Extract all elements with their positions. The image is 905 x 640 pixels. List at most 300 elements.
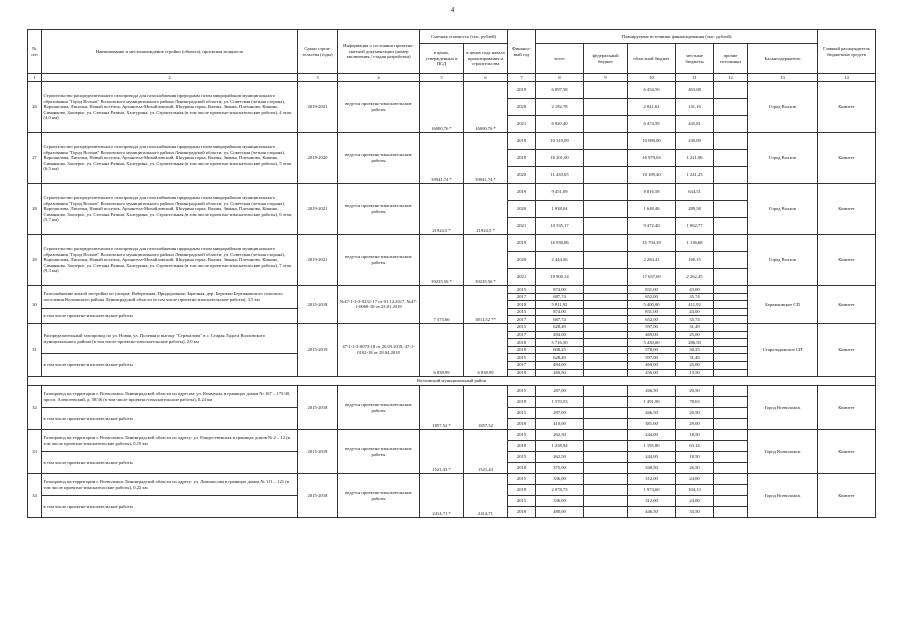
- header-name: Наименование и местонахождение стройки (объекта), проектная мощность: [42, 30, 298, 74]
- col-number: 7: [508, 74, 536, 82]
- total-cell: 19 900,14: [536, 269, 584, 286]
- object-name: Газопровод на территории г. Всеволожск Ленинградской области по адресу: ул. Ломоносова в границах домов № 111 – 121 (в том числе проектно-изыскательские работы), 0,22 км: [42, 474, 298, 496]
- other-cell: [714, 252, 748, 269]
- fed-cell: [584, 301, 628, 309]
- table-row: [28, 286, 876, 294]
- header-other: прочие источники: [714, 44, 748, 74]
- reg-cell: 652,00: [628, 316, 676, 324]
- other-cell: [714, 430, 748, 441]
- object-name: Газопровод на территории г. Всеволожск Ленинградской области по адресу: ул. Рождественская в границах домов № 2 – 12 (в том числе проектно-изыскательские работы), 0,19 км: [42, 430, 298, 452]
- reg-cell: 266,50: [628, 386, 676, 397]
- local-cell: 35,74: [676, 293, 714, 301]
- row-number: 33: [28, 430, 42, 474]
- fed-cell: [584, 331, 628, 339]
- header-num: № п/п: [28, 30, 42, 74]
- col-number: 14: [818, 74, 876, 82]
- local-cell: 634,51: [676, 184, 714, 201]
- year-cell: 2019: [508, 184, 536, 201]
- other-cell: [714, 507, 748, 518]
- year-cell: 2020: [508, 167, 536, 184]
- header-reg: областной бюджет: [628, 44, 676, 74]
- budget-manager: Комитет: [818, 474, 876, 518]
- header-doc: Информация о состоянии проектно-сметной документации (номер заключения / стадия разработки): [338, 30, 420, 74]
- year-cell: 2015: [508, 474, 536, 485]
- col-number: 1: [28, 74, 42, 82]
- table-row: [28, 82, 876, 99]
- fed-cell: [584, 339, 628, 347]
- fed-cell: [584, 408, 628, 419]
- fed-cell: [584, 184, 628, 201]
- fed-cell: [584, 369, 628, 377]
- col-number: 3: [298, 74, 338, 82]
- cost-current: 16000,76 *: [464, 82, 508, 133]
- year-cell: 2021: [508, 269, 536, 286]
- other-cell: [714, 331, 748, 339]
- header-term: Сроки строи-тельства (годы): [298, 30, 338, 74]
- total-cell: 2 078,73: [536, 485, 584, 496]
- construction-term: 2019-2021: [298, 184, 338, 235]
- table-row: [28, 386, 876, 397]
- total-cell: 9 451,09: [536, 184, 584, 201]
- total-cell: 2 444,56: [536, 252, 584, 269]
- row-number: 26: [28, 82, 42, 133]
- row-number: 29: [28, 235, 42, 286]
- other-cell: [714, 452, 748, 463]
- local-cell: 31,49: [676, 354, 714, 362]
- local-cell: 33,50: [676, 507, 714, 518]
- object-name: Газопровод на территории г. Всеволожск Ленинградской области по адресам: ул. Коммуны, в границах домов № 167 – 175/40, просп. Алексеевский, д. 38/36 (в том числе проектно-изыскательские работы), 0,24 км: [42, 386, 298, 408]
- object-subname: в том числе проектно-изыскательские работы: [42, 354, 298, 377]
- design-status: ведутся проектно-изыскательские работы: [338, 474, 420, 518]
- local-cell: 13,50: [676, 369, 714, 377]
- section-title: Волховский муниципальный район: [28, 377, 876, 386]
- other-cell: [714, 463, 748, 474]
- total-cell: 336,00: [536, 474, 584, 485]
- cost-base: 21924,5 *: [420, 184, 464, 235]
- other-cell: [714, 474, 748, 485]
- other-cell: [714, 397, 748, 408]
- header-cost-base: в ценах, утвержденных в ПСД: [420, 44, 464, 74]
- budget-manager: Комитет: [818, 133, 876, 184]
- local-cell: 29,00: [676, 419, 714, 430]
- other-cell: [714, 441, 748, 452]
- design-status: №47-1-1-3-0231-17 от 01.12.2017, №47-1-0068-18 от 23.01.2018: [338, 286, 420, 324]
- reg-cell: 831,00: [628, 286, 676, 294]
- total-cell: 1 938,04: [536, 201, 584, 218]
- reg-cell: 10 080,00: [628, 133, 676, 150]
- total-cell: 5 811,92: [536, 301, 584, 309]
- other-cell: [714, 339, 748, 347]
- header-funding: Планируемые источники финансирования (тыс. рублей): [536, 30, 818, 44]
- local-cell: 30,25: [676, 346, 714, 354]
- col-number: 12: [714, 74, 748, 82]
- local-cell: 1 221,96: [676, 150, 714, 167]
- local-cell: 286,50: [676, 339, 714, 347]
- reg-cell: 1 195,80: [628, 441, 676, 452]
- year-cell: 2018: [508, 133, 536, 150]
- local-cell: 31,49: [676, 323, 714, 331]
- cost-current: 6 838,99: [464, 323, 508, 376]
- balance-holder: Город Волхов: [748, 184, 818, 235]
- fed-cell: [584, 397, 628, 408]
- other-cell: [714, 301, 748, 309]
- reg-cell: 5 400,00: [628, 301, 676, 309]
- year-cell: 2018: [508, 301, 536, 309]
- row-number: 27: [28, 133, 42, 184]
- fed-cell: [584, 354, 628, 362]
- total-cell: 494,00: [536, 331, 584, 339]
- reg-cell: 2 284,41: [628, 252, 676, 269]
- other-cell: [714, 408, 748, 419]
- total-cell: 336,00: [536, 496, 584, 507]
- object-subname: в том числе проектно-изыскательские работы: [42, 408, 298, 430]
- construction-term: 2015-2018: [298, 386, 338, 430]
- col-number: 6: [464, 74, 508, 82]
- year-cell: 2020: [508, 201, 536, 218]
- object-subname: в том числе проектно-изыскательские работы: [42, 496, 298, 518]
- header-cost-current: в ценах года начала проектирования и строительства: [464, 44, 508, 74]
- cost-current: 1521,43: [464, 430, 508, 474]
- balance-holder: Староладожское СП: [748, 323, 818, 376]
- other-cell: [714, 82, 748, 99]
- balance-holder: Город Всеволожск: [748, 386, 818, 430]
- year-cell: 2015: [508, 430, 536, 441]
- cost-base: 1857,52 *: [420, 386, 464, 430]
- object-name: Газоснабжение жилой застройки по улицам: Набережная, Придорожная, Заречная, дер. Бережки Бережковского сельского поселения Волховского района Ленинградской области (в том числе проектно-изыскательские работы), 3,5 км: [42, 286, 298, 309]
- budget-manager: Комитет: [818, 82, 876, 133]
- local-cell: 463,08: [676, 82, 714, 99]
- reg-cell: 1 648,46: [628, 201, 676, 218]
- reg-cell: 16 979,04: [628, 150, 676, 167]
- local-cell: 230,09: [676, 133, 714, 150]
- local-cell: 18,50: [676, 452, 714, 463]
- object-name: Распределительный газопровод по ул. Новая, ул. Полевая и выгону "Стрекалова" в с. Старая Ладога Волховского муниципального района (в том числе проектно-изыскательские работы), 2,0 км: [42, 323, 298, 353]
- reg-cell: 652,00: [628, 293, 676, 301]
- header-year: Финансо-вый год: [508, 30, 536, 74]
- fed-cell: [584, 167, 628, 184]
- total-cell: 262,50: [536, 452, 584, 463]
- object-name: Строительство распределительного газопровода для газоснабжения природным газом микрорайонов муниципального образования "Город Волхов" Волховского муниципального района Ленинградской области: ул. Советская (четная сторона), Ворошилова, Лисичья, Новый поселок, Архангела-Михайловский, Шкурина горка, Валмы, Званка, Плеханово, Кикино, Симанково, Заозерье, ул. Степана Разина, Халтурина, ул. Строительная (в том числе проектно-изыскательские работы), 4 этап (4,0 км): [42, 82, 298, 133]
- total-cell: 494,00: [536, 361, 584, 369]
- reg-cell: 469,00: [628, 331, 676, 339]
- other-cell: [714, 167, 748, 184]
- fed-cell: [584, 269, 628, 286]
- reg-cell: 6 474,59: [628, 116, 676, 133]
- fed-cell: [584, 452, 628, 463]
- local-cell: 141,16: [676, 99, 714, 116]
- local-cell: 78,63: [676, 397, 714, 408]
- balance-holder: Бережковское СП: [748, 286, 818, 324]
- page-number: 4: [450, 6, 455, 14]
- total-cell: 874,00: [536, 286, 584, 294]
- year-cell: 2020: [508, 99, 536, 116]
- row-number: 34: [28, 474, 42, 518]
- other-cell: [714, 201, 748, 218]
- design-status: ведутся проектно-изыскательские работы: [338, 386, 420, 430]
- other-cell: [714, 286, 748, 294]
- local-cell: 24,00: [676, 474, 714, 485]
- other-cell: [714, 293, 748, 301]
- cost-current: 39235,56 *: [464, 235, 508, 286]
- fed-cell: [584, 485, 628, 496]
- year-cell: 2019: [508, 82, 536, 99]
- local-cell: 25,00: [676, 331, 714, 339]
- reg-cell: 348,50: [628, 463, 676, 474]
- reg-cell: 446,50: [628, 507, 676, 518]
- design-status: ведутся проектно-изыскательские работы: [338, 235, 420, 286]
- local-cell: 43,00: [676, 308, 714, 316]
- local-cell: 35,74: [676, 316, 714, 324]
- local-cell: 1 062,77: [676, 218, 714, 235]
- fed-cell: [584, 463, 628, 474]
- header-cost: Сметная стоимость (тыс. рублей): [420, 30, 508, 44]
- reg-cell: 9 472,40: [628, 218, 676, 235]
- other-cell: [714, 99, 748, 116]
- balance-holder: Город Волхов: [748, 82, 818, 133]
- local-cell: 43,00: [676, 286, 714, 294]
- col-number: 10: [628, 74, 676, 82]
- fed-cell: [584, 386, 628, 397]
- local-cell: 289,58: [676, 201, 714, 218]
- local-cell: 160,15: [676, 252, 714, 269]
- cost-current: 1857,52: [464, 386, 508, 430]
- local-cell: 1 241,25: [676, 167, 714, 184]
- fed-cell: [584, 116, 628, 133]
- row-number: 32: [28, 386, 42, 430]
- local-cell: 26,50: [676, 463, 714, 474]
- fed-cell: [584, 133, 628, 150]
- object-name: Строительство распределительного газопровода для газоснабжения природным газом микрорайонов муниципального образования "Город Волхов" Волховского муниципального района Ленинградской области: ул. Советская (четная сторона), Ворошилова, Лисичья, Новый поселок, Архангела-Михайловский, Шкурина горка, Валмы, Званка, Плеханово, Кикино, Симанково, Заозерье, ул. Степана Разина, Халтурина, ул. Строительная (в том числе проектно-изыскательские работы), 7 этап (9,3 км): [42, 235, 298, 286]
- cost-base: 2414,71 *: [420, 474, 464, 518]
- balance-holder: Город Всеволожск: [748, 474, 818, 518]
- construction-term: 2015-2018: [298, 430, 338, 474]
- total-cell: 287,00: [536, 386, 584, 397]
- fed-cell: [584, 419, 628, 430]
- other-cell: [714, 419, 748, 430]
- fed-cell: [584, 235, 628, 252]
- total-cell: 687,74: [536, 293, 584, 301]
- reg-cell: 244,00: [628, 452, 676, 463]
- construction-term: 2019-2021: [298, 235, 338, 286]
- reg-cell: 312,00: [628, 496, 676, 507]
- row-number: 30: [28, 286, 42, 324]
- col-number: 8: [536, 74, 584, 82]
- construction-term: 2015-2018: [298, 474, 338, 518]
- table-row: [28, 430, 876, 441]
- fed-cell: [584, 218, 628, 235]
- object-name: Строительство распределительного газопровода для газоснабжения природным газом микрорайонов муниципального образования "Город Волхов" Волховского муниципального района Ленинградской области: ул. Советская (четная сторона), Ворошилова, Лисичья, Новый поселок, Архангела-Михайловский, Шкурина горка, Валмы, Званка, Плеханово, Кикино, Симанково, Заозерье, ул. Степана Разина, Халтурина, ул. Строительная (в том числе проектно-изыскательские работы), 5 этап (6,5 км): [42, 133, 298, 184]
- budget-manager: Комитет: [818, 430, 876, 474]
- fed-cell: [584, 201, 628, 218]
- column-numbers-row: [28, 74, 876, 82]
- reg-cell: 469,00: [628, 361, 676, 369]
- total-cell: 10 535,17: [536, 218, 584, 235]
- year-cell: 2015: [508, 286, 536, 294]
- local-cell: 18,50: [676, 430, 714, 441]
- object-subname: в том числе проектно-изыскательские работы: [42, 452, 298, 474]
- table-row: [28, 235, 876, 252]
- total-cell: 1 570,53: [536, 397, 584, 408]
- fed-cell: [584, 441, 628, 452]
- year-cell: 2017: [508, 293, 536, 301]
- fed-cell: [584, 316, 628, 324]
- total-cell: 11 430,65: [536, 167, 584, 184]
- fed-cell: [584, 361, 628, 369]
- budget-manager: Комитет: [818, 184, 876, 235]
- year-cell: 2015: [508, 386, 536, 397]
- year-cell: 2018: [508, 397, 536, 408]
- cost-current: 21924,5 *: [464, 184, 508, 235]
- other-cell: [714, 323, 748, 331]
- budget-manager: Комитет: [818, 286, 876, 324]
- reg-cell: 10 189,40: [628, 167, 676, 184]
- budget-manager: Комитет: [818, 323, 876, 376]
- header-manager: Главный распорядитель бюджетных средств: [818, 30, 876, 74]
- table-row: [28, 474, 876, 485]
- design-status: ведутся проектно-изыскательские работы: [338, 133, 420, 184]
- fed-cell: [584, 346, 628, 354]
- local-cell: 25,00: [676, 361, 714, 369]
- other-cell: [714, 133, 748, 150]
- fed-cell: [584, 150, 628, 167]
- reg-cell: 6 434,50: [628, 82, 676, 99]
- fed-cell: [584, 323, 628, 331]
- reg-cell: 1 974,60: [628, 485, 676, 496]
- year-cell: 2018: [508, 369, 536, 377]
- year-cell: 2019: [508, 235, 536, 252]
- cost-base: 7 373,66: [420, 286, 464, 324]
- year-cell: 2015: [508, 323, 536, 331]
- year-cell: 2017: [508, 361, 536, 369]
- fed-cell: [584, 286, 628, 294]
- reg-cell: 256,00: [628, 369, 676, 377]
- row-number: 31: [28, 323, 42, 376]
- year-cell: 2018: [508, 507, 536, 518]
- construction-term: 2018-2020: [298, 133, 338, 184]
- fed-cell: [584, 474, 628, 485]
- total-cell: 2 182,78: [536, 99, 584, 116]
- other-cell: [714, 354, 748, 362]
- budget-manager: Комитет: [818, 386, 876, 430]
- col-number: 11: [676, 74, 714, 82]
- total-cell: 874,00: [536, 308, 584, 316]
- fed-cell: [584, 308, 628, 316]
- year-cell: 2017: [508, 331, 536, 339]
- cost-current: 2414,71: [464, 474, 508, 518]
- year-cell: 2015: [508, 354, 536, 362]
- total-cell: 18 201,00: [536, 150, 584, 167]
- reg-cell: 17 637,69: [628, 269, 676, 286]
- reg-cell: 266,50: [628, 408, 676, 419]
- budget-manager: Комитет: [818, 235, 876, 286]
- cost-base: 39235,56 *: [420, 235, 464, 286]
- balance-holder: Город Всеволожск: [748, 430, 818, 474]
- total-cell: 1 258,94: [536, 441, 584, 452]
- total-cell: 375,00: [536, 463, 584, 474]
- reg-cell: 244,00: [628, 430, 676, 441]
- total-cell: 262,50: [536, 430, 584, 441]
- year-cell: 2015: [508, 308, 536, 316]
- local-cell: 104,13: [676, 485, 714, 496]
- fed-cell: [584, 293, 628, 301]
- fed-cell: [584, 99, 628, 116]
- year-cell: 2015: [508, 496, 536, 507]
- year-cell: 2018: [508, 485, 536, 496]
- table-row: [28, 133, 876, 150]
- other-cell: [714, 369, 748, 377]
- year-cell: 2018: [508, 339, 536, 347]
- design-status: 47-1-1-3-0073-18 от 20.03.2018, 47-1-0102-18 от 28.04.2018: [338, 323, 420, 376]
- investment-table: [27, 29, 876, 518]
- total-cell: 16 930,86: [536, 235, 584, 252]
- year-cell: 2015: [508, 408, 536, 419]
- year-cell: 2020: [508, 252, 536, 269]
- year-cell: 2017: [508, 316, 536, 324]
- reg-cell: 381,00: [628, 419, 676, 430]
- year-cell: 2021: [508, 116, 536, 133]
- other-cell: [714, 361, 748, 369]
- construction-term: 2019-2021: [298, 82, 338, 133]
- local-cell: 411,92: [676, 301, 714, 309]
- balance-holder: Город Волхов: [748, 235, 818, 286]
- fed-cell: [584, 252, 628, 269]
- other-cell: [714, 116, 748, 133]
- col-number: 9: [584, 74, 628, 82]
- reg-cell: 15 794,18: [628, 235, 676, 252]
- total-cell: 608,25: [536, 346, 584, 354]
- other-cell: [714, 346, 748, 354]
- reg-cell: 597,00: [628, 354, 676, 362]
- construction-term: 2015-2018: [298, 286, 338, 324]
- reg-cell: 5 430,00: [628, 339, 676, 347]
- total-cell: 628,49: [536, 354, 584, 362]
- reg-cell: 8 816,58: [628, 184, 676, 201]
- fed-cell: [584, 82, 628, 99]
- total-cell: 287,00: [536, 408, 584, 419]
- total-cell: 410,00: [536, 419, 584, 430]
- year-cell: 2019: [508, 150, 536, 167]
- header-total: всего: [536, 44, 584, 74]
- reg-cell: 312,00: [628, 474, 676, 485]
- reg-cell: 1 491,90: [628, 397, 676, 408]
- other-cell: [714, 496, 748, 507]
- reg-cell: 831,00: [628, 308, 676, 316]
- row-number: 28: [28, 184, 42, 235]
- year-cell: 2021: [508, 218, 536, 235]
- fed-cell: [584, 507, 628, 518]
- local-cell: 63,14: [676, 441, 714, 452]
- col-number: 13: [748, 74, 818, 82]
- header-builder: Балансодержатель: [748, 44, 818, 74]
- construction-term: 2015-2019: [298, 323, 338, 376]
- total-cell: 269,50: [536, 369, 584, 377]
- col-number: 2: [42, 74, 298, 82]
- fed-cell: [584, 430, 628, 441]
- year-cell: 2018: [508, 463, 536, 474]
- year-cell: 2015: [508, 452, 536, 463]
- local-cell: 20,50: [676, 408, 714, 419]
- local-cell: 1 136,68: [676, 235, 714, 252]
- local-cell: 20,50: [676, 386, 714, 397]
- cost-base: 39941,74 *: [420, 133, 464, 184]
- other-cell: [714, 485, 748, 496]
- fed-cell: [584, 496, 628, 507]
- table-row: [28, 323, 876, 331]
- cost-current: 39941,74 *: [464, 133, 508, 184]
- year-cell: 2018: [508, 419, 536, 430]
- col-number: 4: [338, 74, 420, 82]
- other-cell: [714, 218, 748, 235]
